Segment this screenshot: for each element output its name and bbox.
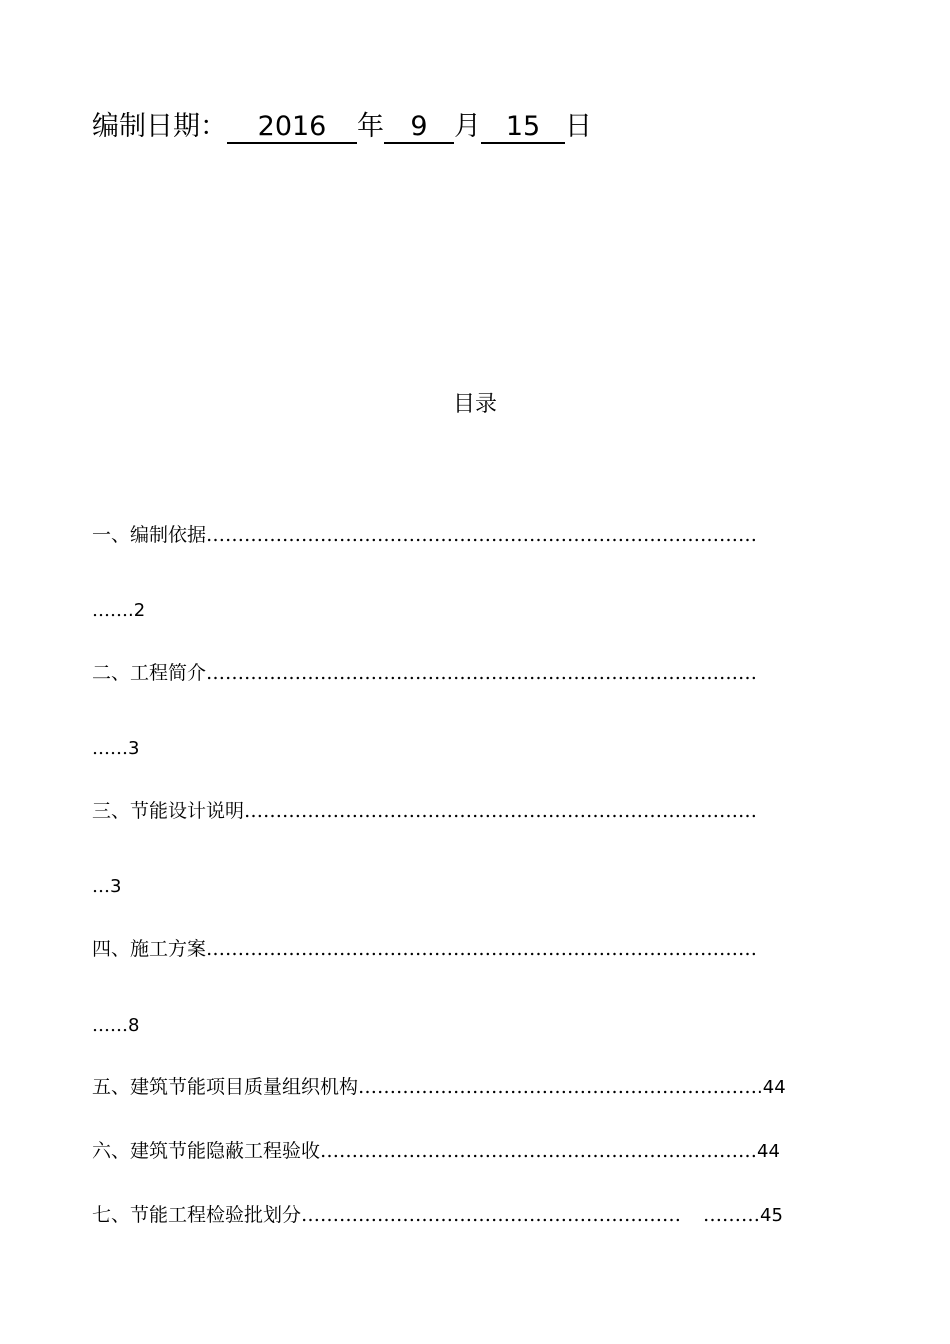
toc-leader-dots: …… xyxy=(92,600,128,621)
month-unit: 月 xyxy=(454,111,481,142)
toc-item-label: 五、建筑节能项目质量组织机构 xyxy=(92,1076,359,1098)
toc-title: 目录 xyxy=(452,392,497,417)
toc-item-label: 一、编制依据 xyxy=(92,524,207,546)
toc-item-3-continuation xyxy=(92,873,121,900)
compile-date-day: 15 xyxy=(481,112,565,144)
toc-leader-dots: …………………………………………………………………………… xyxy=(206,662,758,684)
toc-leader-dots: …… xyxy=(92,738,128,759)
toc-item-2-continuation xyxy=(92,735,139,762)
toc-leader-dots: …………………………………………………… xyxy=(301,1204,682,1226)
toc-item-5[interactable] xyxy=(92,1074,786,1101)
compile-date-label: 编制日期： xyxy=(92,111,227,142)
toc-page-number: 3 xyxy=(128,738,140,759)
toc-item-label: 七、节能工程检验批划分 xyxy=(92,1204,302,1226)
toc-item-6[interactable] xyxy=(92,1138,780,1165)
toc-page-number: 8 xyxy=(128,1015,140,1036)
toc-item-1[interactable] xyxy=(92,522,757,549)
toc-leader-dots: ……………………………………………………………………… xyxy=(244,800,758,822)
toc-item-4-continuation xyxy=(92,1012,139,1039)
toc-item-1-continuation xyxy=(92,597,145,624)
toc-item-label: 二、工程简介 xyxy=(92,662,207,684)
toc-leader-dots: …………………………………………………………………………… xyxy=(206,524,758,546)
toc-item-2[interactable] xyxy=(92,660,757,687)
toc-item-4[interactable] xyxy=(92,936,757,963)
toc-leader-dots: … xyxy=(92,876,110,897)
compile-date-year: 2016 xyxy=(227,112,357,144)
compile-date xyxy=(92,108,592,146)
toc-item-3[interactable] xyxy=(92,798,757,825)
toc-leader-dots: …… xyxy=(92,1015,128,1036)
toc-page-number: 44 xyxy=(757,1141,780,1162)
toc-item-label: 六、建筑节能隐蔽工程验收 xyxy=(92,1140,321,1162)
year-unit: 年 xyxy=(357,111,384,142)
toc-leader-dots: ……… xyxy=(703,1204,761,1226)
toc-leader-dots: …………………………………………………………… xyxy=(320,1140,758,1162)
toc-item-label: 三、节能设计说明 xyxy=(92,800,245,822)
toc-leader-dots: ……………………………………………………… xyxy=(358,1076,758,1098)
toc-page-number: 3 xyxy=(110,876,122,897)
toc-page-number: 45 xyxy=(760,1205,783,1226)
toc-leader-dots: …………………………………………………………………………… xyxy=(206,938,758,960)
toc-page-number: .2 xyxy=(128,600,146,621)
compile-date-month: 9 xyxy=(384,112,454,144)
toc-page-number: .44 xyxy=(757,1077,786,1098)
toc-item-label: 四、施工方案 xyxy=(92,938,207,960)
toc-item-7[interactable] xyxy=(92,1202,783,1229)
day-unit: 日 xyxy=(565,111,592,142)
